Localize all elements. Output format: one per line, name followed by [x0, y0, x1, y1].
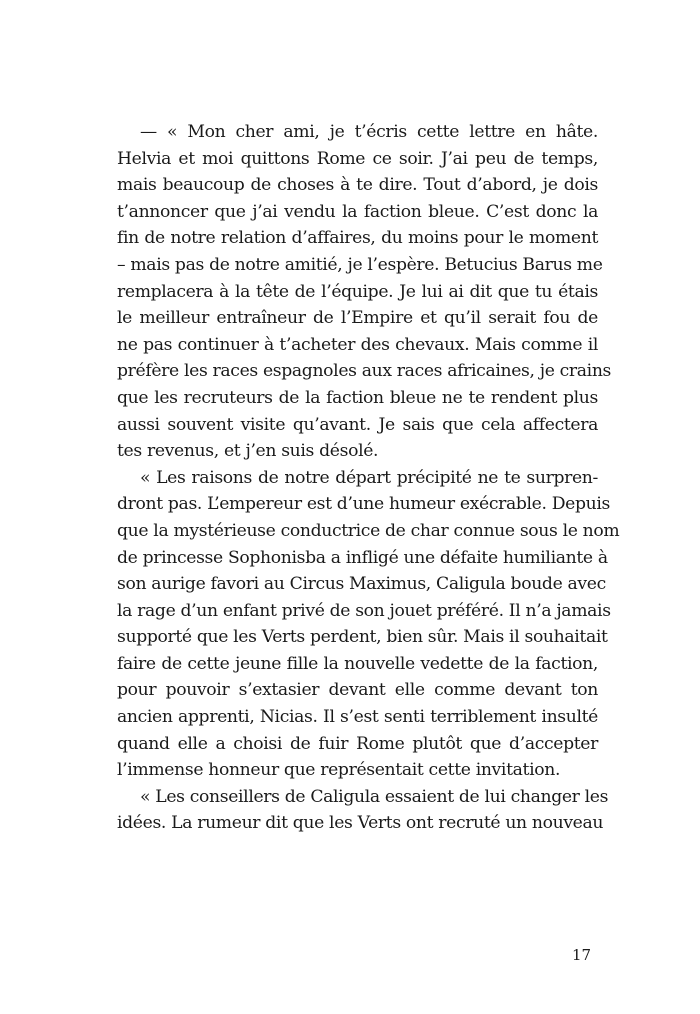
- text-line: « Les raisons de notre départ précipité ne te surpren-: [140, 467, 598, 488]
- text-line: — « Mon cher ami, je t’écris cette lettre en hâte.: [140, 122, 598, 142]
- text-line: préfère les races espagnoles aux races africaines, je crains: [117, 361, 612, 382]
- text-line: que les recruteurs de la faction bleue ne te rendent plus: [117, 387, 598, 408]
- text-line: mais beaucoup de choses à te dire. Tout d’abord, je dois: [117, 175, 598, 196]
- text-line: que la mystérieuse conductrice de char connue sous le nom: [117, 520, 620, 541]
- text-line: – mais pas de notre amitié, je l’espère. Betucius Barus me: [117, 254, 603, 275]
- text-line: « Les conseillers de Caligula essaient de lui changer les: [140, 786, 609, 807]
- text-line: de princesse Sophonisba a infligé une défaite humiliante à: [117, 547, 608, 568]
- text-line: Helvia et moi quittons Rome ce soir. J’ai peu de temps,: [117, 148, 598, 169]
- text-line: idées. La rumeur dit que les Verts ont recruté un nouveau: [117, 813, 604, 834]
- text-line: t’annoncer que j’ai vendu la faction bleue. C’est donc la: [117, 201, 598, 222]
- text-line: le meilleur entraîneur de l’Empire et qu’il serait fou de: [117, 308, 598, 329]
- page-number: 17: [572, 946, 592, 964]
- text-line: ancien apprenti, Nicias. Il s’est senti terriblement insulté: [117, 707, 598, 728]
- text-line: son aurige favori au Circus Maximus, Caligula boude avec: [117, 574, 606, 595]
- text-line: supporté que les Verts perdent, bien sûr. Mais il souhaitait: [117, 627, 608, 648]
- text-line: la rage d’un enfant privé de son jouet préféré. Il n’a jamais: [117, 600, 611, 621]
- text-line: l’immense honneur que représentait cette invitation.: [117, 760, 561, 781]
- text-line: faire de cette jeune fille la nouvelle vedette de la faction,: [117, 653, 598, 674]
- text-line: fin de notre relation d’affaires, du moins pour le moment: [117, 228, 598, 249]
- text-line: aussi souvent visite qu’avant. Je sais que cela affectera: [117, 414, 598, 435]
- text-line: quand elle a choisi de fuir Rome plutôt que d’accepter: [117, 733, 598, 754]
- text-line: tes revenus, et j’en suis désolé.: [117, 441, 379, 462]
- body-text: [117, 119, 620, 837]
- text-line: remplacera à la tête de l’équipe. Je lui ai dit que tu étais: [117, 281, 598, 302]
- text-line: dront pas. L’empereur est d’une humeur exécrable. Depuis: [117, 494, 610, 515]
- text-line: ne pas continuer à t’acheter des chevaux. Mais comme il: [117, 334, 598, 355]
- text-line: pour pouvoir s’extasier devant elle comme devant ton: [117, 680, 598, 701]
